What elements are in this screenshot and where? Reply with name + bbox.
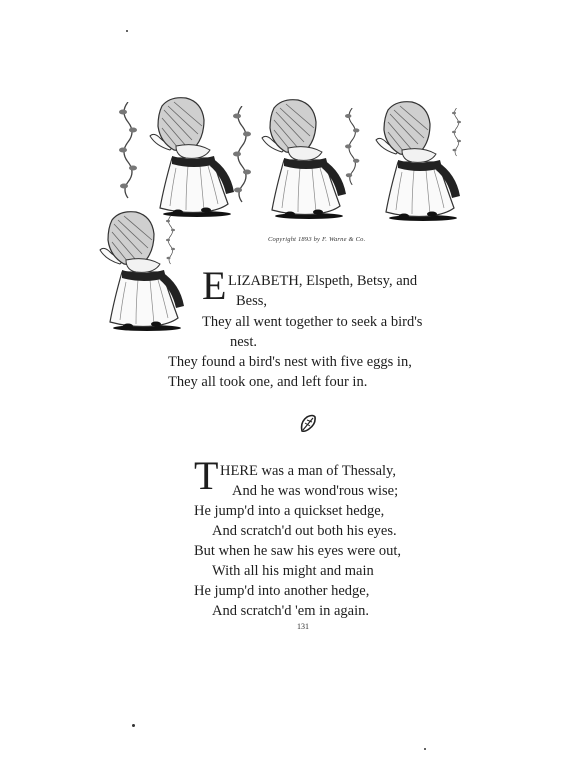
poem-line: They all took one, and left four in.	[168, 374, 368, 390]
poem-line: And he was wond'rous wise;	[232, 483, 399, 499]
leaf-ornament-icon	[299, 414, 317, 434]
speck	[424, 748, 426, 750]
speck	[126, 30, 128, 32]
poem-line: And scratch'd out both his eyes.	[212, 523, 397, 539]
bonnet-girl-illustration-1	[142, 96, 242, 220]
poem-line: nest.	[230, 334, 257, 350]
poem-line: Bess,	[236, 293, 268, 309]
poem-line: And scratch'd 'em in again.	[212, 603, 370, 619]
vine-ornament-1	[118, 102, 140, 202]
poem-line: He jump'd into another hedge,	[194, 583, 370, 599]
poem-line: He jump'd into a quickset hedge,	[194, 503, 385, 519]
vine-ornament-4	[446, 108, 468, 158]
bonnet-girl-illustration-2	[254, 98, 354, 222]
poem-line: With all his might and main	[212, 563, 374, 579]
poem-line: HERE was a man of Thessaly,	[220, 463, 396, 479]
vine-ornament-3	[342, 108, 364, 188]
poem-line: LIZABETH, Elspeth, Betsy, and	[228, 273, 418, 289]
speck	[132, 724, 135, 727]
poem-line: But when he saw his eyes were out,	[194, 543, 401, 559]
vine-ornament-5	[160, 216, 182, 266]
poem-line: They found a bird's nest with five eggs in,	[168, 354, 412, 370]
poem-line: They all went together to seek a bird's	[202, 314, 423, 330]
drop-cap-t: T	[194, 453, 219, 498]
drop-cap-e: E	[202, 263, 227, 308]
copyright-notice: Copyright 1893 by F. Warne & Co.	[268, 236, 366, 243]
vine-ornament-2	[232, 106, 254, 206]
page-number: 131	[297, 622, 309, 631]
